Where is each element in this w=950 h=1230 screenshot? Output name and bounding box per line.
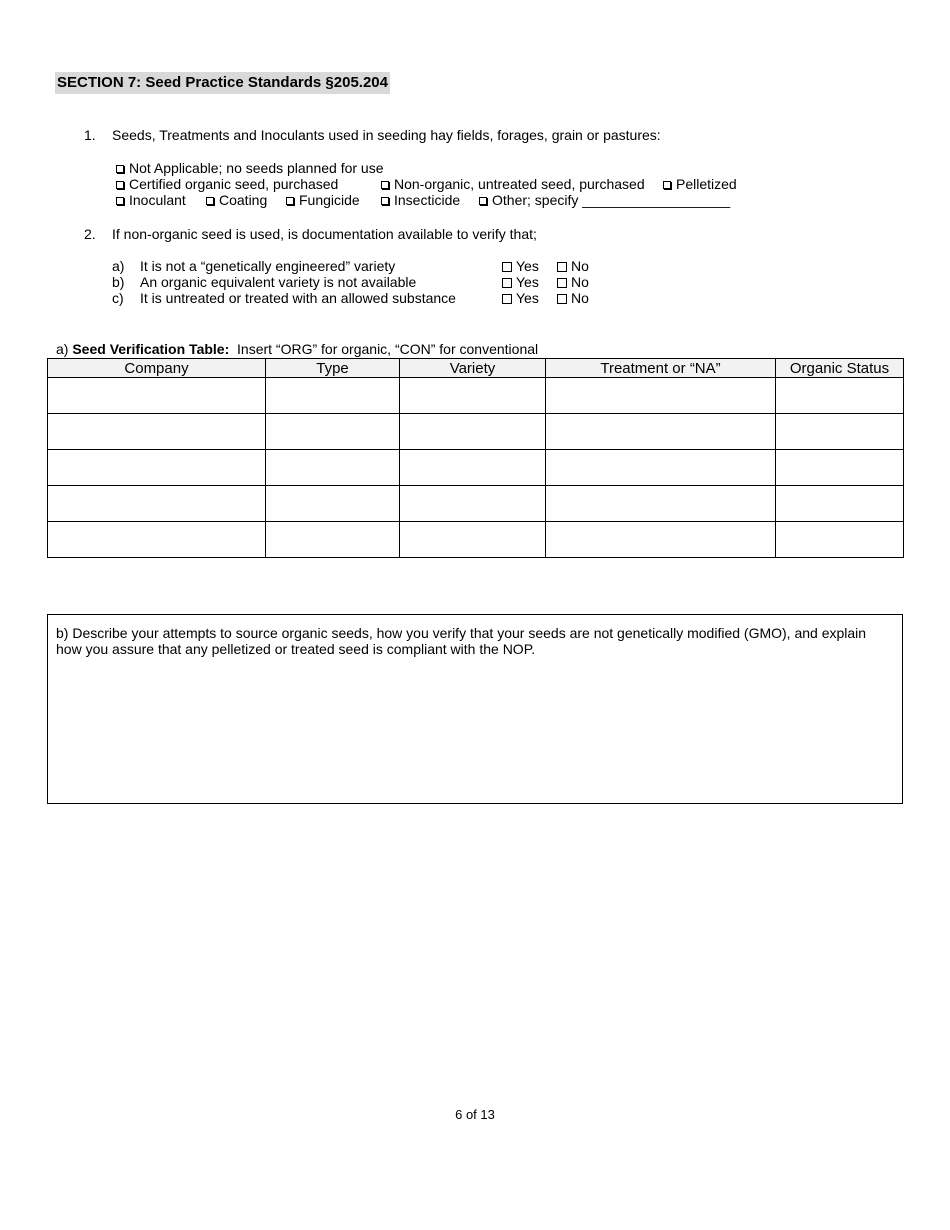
- checkbox-icon[interactable]: [557, 262, 567, 272]
- table-row: [48, 450, 904, 486]
- table-cell[interactable]: [400, 378, 546, 414]
- option-pelletized[interactable]: Pelletized: [663, 176, 737, 192]
- checkbox-icon[interactable]: [381, 197, 389, 205]
- column-header-type: Type: [266, 359, 400, 378]
- table-cell[interactable]: [546, 450, 776, 486]
- table-row: [48, 522, 904, 558]
- table-cell[interactable]: [776, 414, 904, 450]
- checkbox-icon[interactable]: [557, 294, 567, 304]
- option-coating[interactable]: Coating: [206, 192, 267, 208]
- section-title: SECTION 7: Seed Practice Standards §205.204: [55, 72, 390, 94]
- table-row: [48, 378, 904, 414]
- table-cell[interactable]: [776, 522, 904, 558]
- table-cell[interactable]: [48, 378, 266, 414]
- checkbox-icon[interactable]: [663, 181, 671, 189]
- table-cell[interactable]: [546, 378, 776, 414]
- checkbox-icon[interactable]: [502, 262, 512, 272]
- yes-option[interactable]: Yes: [502, 258, 539, 274]
- table-cell[interactable]: [546, 414, 776, 450]
- checkbox-icon[interactable]: [286, 197, 294, 205]
- question-1-text: Seeds, Treatments and Inoculants used in seeding hay fields, forages, grain or pastures:: [112, 127, 661, 143]
- option-inoculant[interactable]: Inoculant: [116, 192, 186, 208]
- table-cell[interactable]: [266, 450, 400, 486]
- describe-prompt: b) Describe your attempts to source organic seeds, how you verify that your seeds are not genetically modified (GMO), and explain how you assure that any pelletized or treated seed is compliant with the NOP.: [56, 625, 867, 657]
- table-cell[interactable]: [266, 414, 400, 450]
- table-caption: a) Seed Verification Table: Insert “ORG” for organic, “CON” for conventional: [56, 341, 539, 357]
- table-cell[interactable]: [546, 522, 776, 558]
- yes-option[interactable]: Yes: [502, 290, 539, 306]
- yes-option[interactable]: Yes: [502, 274, 539, 290]
- no-option[interactable]: No: [557, 258, 589, 274]
- table-cell[interactable]: [400, 450, 546, 486]
- table-cell[interactable]: [776, 486, 904, 522]
- table-cell[interactable]: [776, 378, 904, 414]
- checkbox-icon[interactable]: [116, 197, 124, 205]
- column-header-organic-status: Organic Status: [776, 359, 904, 378]
- checkbox-icon[interactable]: [206, 197, 214, 205]
- table-cell[interactable]: [400, 414, 546, 450]
- seed-verification-table: [47, 358, 904, 558]
- option-not-applicable[interactable]: Not Applicable; no seeds planned for use: [116, 160, 384, 176]
- table-cell[interactable]: [266, 486, 400, 522]
- table-cell[interactable]: [400, 522, 546, 558]
- page-number: 6 of 13: [455, 1107, 495, 1122]
- column-header-company: Company: [48, 359, 266, 378]
- table-cell[interactable]: [400, 486, 546, 522]
- table-header-row: [48, 359, 904, 378]
- table-row: [48, 414, 904, 450]
- option-insecticide[interactable]: Insecticide: [381, 192, 460, 208]
- table-cell[interactable]: [266, 378, 400, 414]
- option-non-organic-untreated[interactable]: Non-organic, untreated seed, purchased: [381, 176, 645, 192]
- question-2-number: 2.: [84, 226, 96, 242]
- describe-text-box[interactable]: [47, 614, 903, 804]
- table-cell[interactable]: [48, 414, 266, 450]
- checkbox-icon[interactable]: [116, 165, 124, 173]
- checkbox-icon[interactable]: [381, 181, 389, 189]
- table-cell[interactable]: [48, 522, 266, 558]
- table-cell[interactable]: [776, 450, 904, 486]
- table-cell[interactable]: [48, 486, 266, 522]
- question-1-number: 1.: [84, 127, 96, 143]
- option-certified-organic[interactable]: Certified organic seed, purchased: [116, 176, 338, 192]
- table-cell[interactable]: [266, 522, 400, 558]
- column-header-treatment: Treatment or “NA”: [546, 359, 776, 378]
- question-2-text: If non-organic seed is used, is documentation available to verify that;: [112, 226, 537, 242]
- table-row: [48, 486, 904, 522]
- table-cell[interactable]: [546, 486, 776, 522]
- option-fungicide[interactable]: Fungicide: [286, 192, 360, 208]
- table-cell[interactable]: [48, 450, 266, 486]
- no-option[interactable]: No: [557, 290, 589, 306]
- checkbox-icon[interactable]: [479, 197, 487, 205]
- checkbox-icon[interactable]: [557, 278, 567, 288]
- option-other[interactable]: Other; specify ___________________: [479, 192, 730, 208]
- checkbox-icon[interactable]: [502, 278, 512, 288]
- checkbox-icon[interactable]: [502, 294, 512, 304]
- no-option[interactable]: No: [557, 274, 589, 290]
- checkbox-icon[interactable]: [116, 181, 124, 189]
- column-header-variety: Variety: [400, 359, 546, 378]
